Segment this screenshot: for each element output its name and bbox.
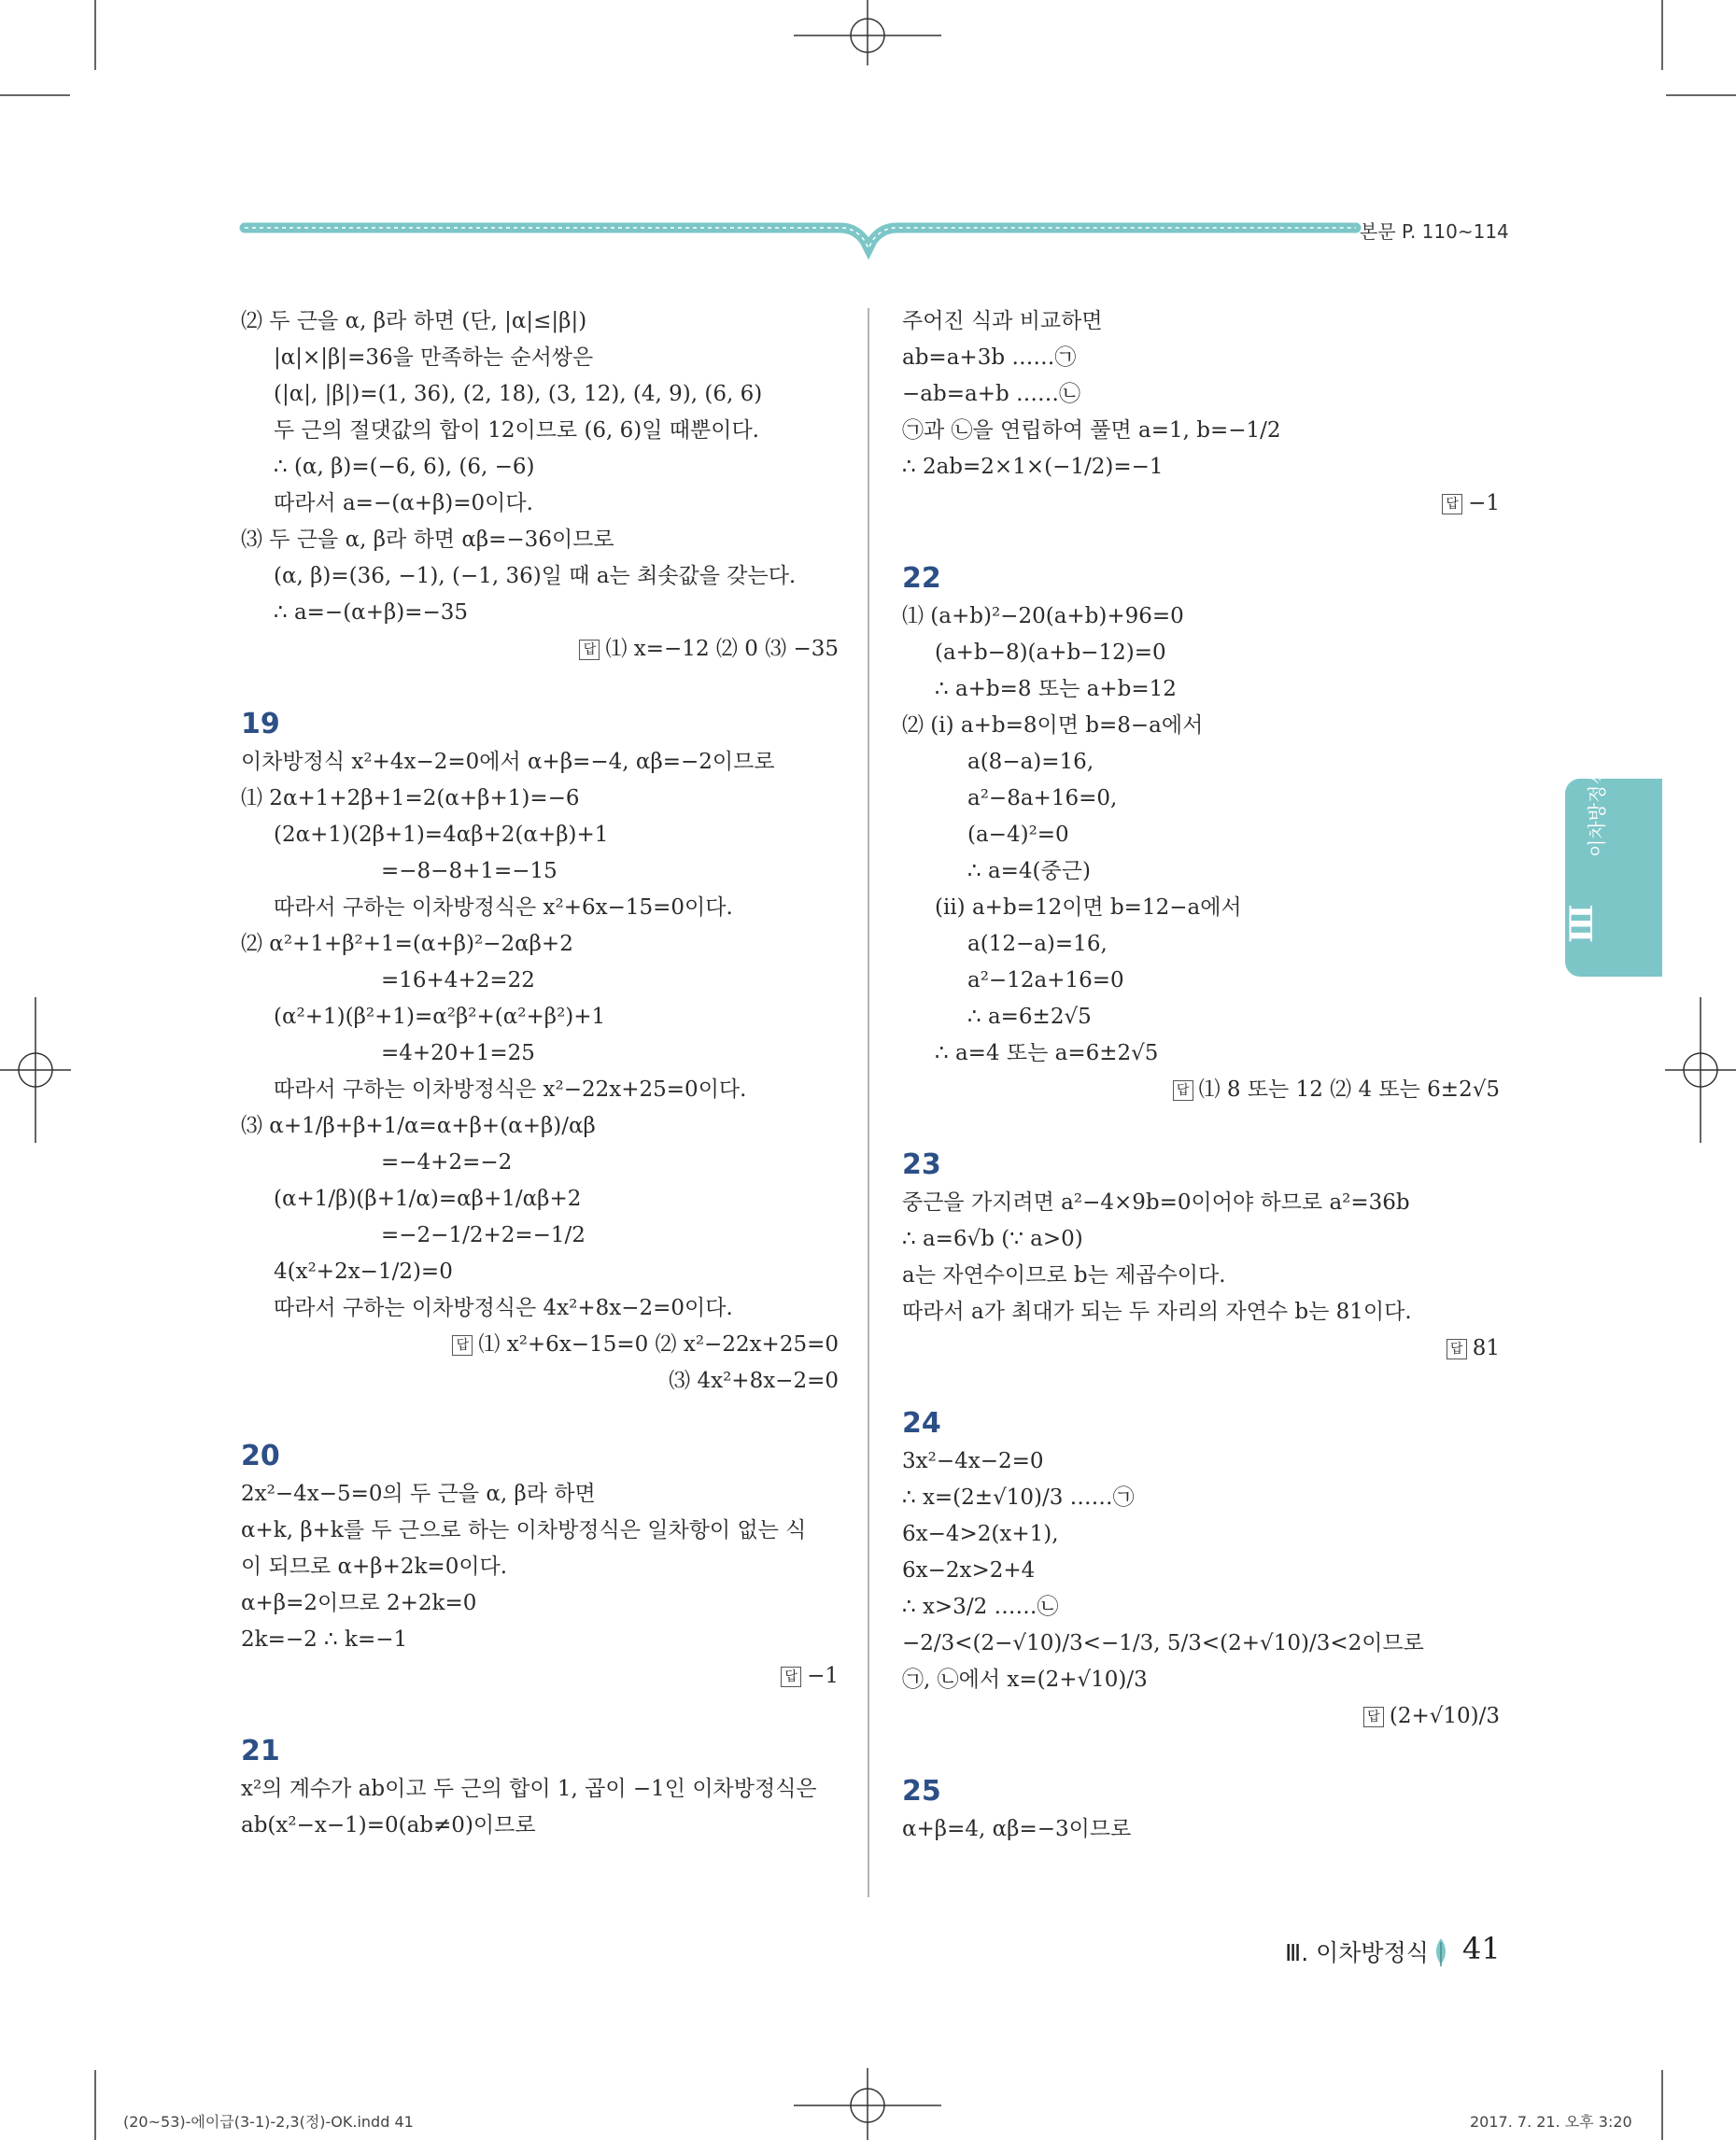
footer-chapter-title: Ⅲ. 이차방정식 (1285, 1939, 1429, 1966)
solution-line: −2/3<(2−√10)/3<−1/3, 5/3<(2+√10)/3<2이므로 (902, 1631, 1424, 1655)
answer-line (241, 631, 839, 668)
answer-text: (2+√10)/3 (1389, 1704, 1500, 1728)
solution-line: α+k, β+k를 두 근으로 하는 이차방정식은 일차항이 없는 식 (241, 1518, 807, 1542)
solution-line: x²의 계수가 ab이고 두 근의 합이 1, 곱이 −1인 이차방정식은 (241, 1777, 817, 1801)
solution-line: 2k=−2 ∴ k=−1 (241, 1627, 408, 1652)
answer-text: −1 (1468, 491, 1500, 515)
solution-line: a²−8a+16=0, (967, 786, 1118, 810)
answer-icon: 답 (781, 1667, 801, 1687)
problem-number: 19 (241, 708, 280, 740)
problem-number: 23 (902, 1148, 941, 1181)
solution-line: ∴ a=6√b (∵ a>0) (902, 1227, 1083, 1251)
problem-number: 24 (902, 1407, 941, 1440)
solution-line: (α+1/β)(β+1/α)=αβ+1/αβ+2 (274, 1187, 582, 1211)
left-column (241, 303, 839, 1844)
solution-line: ⑶ 두 근을 α, β라 하면 αβ=−36이므로 (241, 528, 614, 552)
solution-line: 따라서 구하는 이차방정식은 x²+6x−15=0이다. (274, 895, 733, 920)
answer-text: ⑴ 8 또는 12 ⑵ 4 또는 6±2√5 (1198, 1077, 1500, 1102)
solution-line: ∴ a=−(α+β)=−35 (274, 600, 469, 625)
page-number: 41 (1462, 1931, 1501, 1966)
right-column (902, 303, 1500, 1848)
solution-line: ∴ x=(2±√10)/3 ……㉠ (902, 1485, 1135, 1510)
problem-number: 20 (241, 1440, 280, 1472)
solution-line: ⑴ (a+b)²−20(a+b)+96=0 (902, 604, 1184, 628)
answer-line (902, 1072, 1500, 1108)
solution-line: ⑵ 두 근을 α, β라 하면 (단, |α|≤|β|) (241, 309, 587, 333)
answer-text: ⑶ 4x²+8x−2=0 (669, 1369, 839, 1393)
solution-line: ⑵ α²+1+β²+1=(α+β)²−2αβ+2 (241, 932, 573, 956)
solution-line: =4+20+1=25 (381, 1041, 535, 1065)
solution-line: ㉠과 ㉡을 연립하여 풀면 a=1, b=−1/2 (902, 418, 1281, 443)
solution-line: 3x²−4x−2=0 (902, 1449, 1044, 1473)
solution-line: 두 근의 절댓값의 합이 12이므로 (6, 6)일 때뿐이다. (274, 418, 759, 443)
answer-icon: 답 (579, 640, 600, 660)
solution-line: =16+4+2=22 (381, 968, 535, 993)
leaf-icon (1436, 1938, 1446, 1966)
solution-line: ⑶ α+1/β+β+1/α=α+β+(α+β)/αβ (241, 1114, 596, 1138)
solution-line: (ⅱ) a+b=12이면 b=12−a에서 (935, 895, 1242, 920)
answer-icon: 답 (452, 1335, 473, 1356)
solution-line: a(12−a)=16, (967, 932, 1108, 956)
solution-line: 중근을 가지려면 a²−4×9b=0이어야 하므로 a²=36b (902, 1190, 1410, 1215)
answer-line (902, 1698, 1500, 1735)
header-band (245, 228, 1356, 248)
answer-line (241, 1658, 839, 1695)
solution-line: (α, β)=(36, −1), (−1, 36)일 때 a는 최솟값을 갖는다. (274, 564, 797, 588)
solution-line: a²−12a+16=0 (967, 968, 1124, 993)
answer-text: ⑴ x=−12 ⑵ 0 ⑶ −35 (605, 637, 839, 661)
problem-number: 22 (902, 562, 941, 595)
solution-line: (α²+1)(β²+1)=α²β²+(α²+β²)+1 (274, 1005, 606, 1029)
problem-number: 21 (241, 1735, 280, 1767)
answer-text: 81 (1472, 1336, 1500, 1360)
solution-line: ∴ a=4 또는 a=6±2√5 (935, 1041, 1159, 1065)
answer-text: −1 (807, 1664, 839, 1688)
answer-line-continued (241, 1363, 839, 1400)
answer-icon: 답 (1442, 494, 1462, 514)
solution-line: ∴ a+b=8 또는 a+b=12 (935, 677, 1177, 701)
slug-file-info: (20~53)-에이급(3-1)-2,3(정)-OK.indd 41 (123, 2113, 414, 2131)
solution-line: ∴ a=4(중근) (967, 859, 1091, 883)
solution-line: ∴ x>3/2 ……㉡ (902, 1595, 1059, 1619)
solution-line: 2x²−4x−5=0의 두 근을 α, β라 하면 (241, 1482, 596, 1506)
solution-line: =−2−1/2+2=−1/2 (381, 1223, 586, 1247)
solution-line: =−8−8+1=−15 (381, 859, 557, 883)
solution-line: (|α|, |β|)=(1, 36), (2, 18), (3, 12), (4, 9), (6, 6) (274, 382, 763, 406)
solution-line: 이차방정식 x²+4x−2=0에서 α+β=−4, αβ=−2이므로 (241, 750, 775, 774)
answer-text: ⑴ x²+6x−15=0 ⑵ x²−22x+25=0 (478, 1332, 839, 1357)
solution-line: (2α+1)(2β+1)=4αβ+2(α+β)+1 (274, 823, 609, 847)
solution-line: 따라서 구하는 이차방정식은 4x²+8x−2=0이다. (274, 1296, 733, 1320)
solution-line: ⑵ (ⅰ) a+b=8이면 b=8−a에서 (902, 713, 1204, 738)
solution-line: |α|×|β|=36을 만족하는 순서쌍은 (274, 345, 594, 370)
solution-line: −ab=a+b ……㉡ (902, 382, 1080, 406)
solution-line: =−4+2=−2 (381, 1150, 513, 1175)
solution-line: 주어진 식과 비교하면 (902, 309, 1103, 333)
solution-line: ab(x²−x−1)=0(ab≠0)이므로 (241, 1813, 536, 1837)
solution-line: ⑴ 2α+1+2β+1=2(α+β+1)=−6 (241, 786, 580, 810)
solution-line: α+β=2이므로 2+2k=0 (241, 1591, 477, 1615)
solution-line: (a+b−8)(a+b−12)=0 (935, 641, 1166, 665)
side-tab-numeral: Ⅲ (1563, 904, 1601, 943)
solution-line: 4(x²+2x−1/2)=0 (274, 1260, 453, 1284)
solution-line: a(8−a)=16, (967, 750, 1094, 774)
solution-line: (a−4)²=0 (967, 823, 1069, 847)
solution-line: 6x−2x>2+4 (902, 1558, 1036, 1583)
solution-line: 따라서 a=−(α+β)=0이다. (274, 491, 533, 515)
answer-line (902, 486, 1500, 522)
answer-icon: 답 (1173, 1080, 1193, 1101)
solution-line: ∴ (α, β)=(−6, 6), (6, −6) (274, 455, 535, 479)
answer-line (902, 1330, 1500, 1367)
chapter-side-tab (1565, 779, 1662, 977)
solution-line: α+β=4, αβ=−3이므로 (902, 1817, 1132, 1841)
solution-line: 따라서 구하는 이차방정식은 x²−22x+25=0이다. (274, 1077, 747, 1102)
solution-line: ㉠, ㉡에서 x=(2+√10)/3 (902, 1668, 1148, 1692)
solution-line: 6x−4>2(x+1), (902, 1522, 1059, 1546)
solution-line: 따라서 a가 최대가 되는 두 자리의 자연수 b는 81이다. (902, 1300, 1412, 1324)
solution-line: ∴ 2ab=2×1×(−1/2)=−1 (902, 455, 1164, 479)
problem-number: 25 (902, 1775, 941, 1808)
solution-line: ab=a+3b ……㉠ (902, 345, 1077, 370)
header-page-reference: 본문 P. 110~114 (1360, 220, 1509, 243)
solution-line: 이 되므로 α+β+2k=0이다. (241, 1555, 508, 1579)
solution-line: a는 자연수이므로 b는 제곱수이다. (902, 1263, 1226, 1288)
side-tab-label: 이차방정식 (1586, 767, 1608, 857)
answer-icon: 답 (1447, 1339, 1467, 1359)
slug-date-info: 2017. 7. 21. 오후 3:20 (1470, 2113, 1632, 2131)
solution-line: ∴ a=6±2√5 (967, 1005, 1092, 1029)
answer-line (241, 1327, 839, 1363)
answer-icon: 답 (1363, 1707, 1384, 1727)
